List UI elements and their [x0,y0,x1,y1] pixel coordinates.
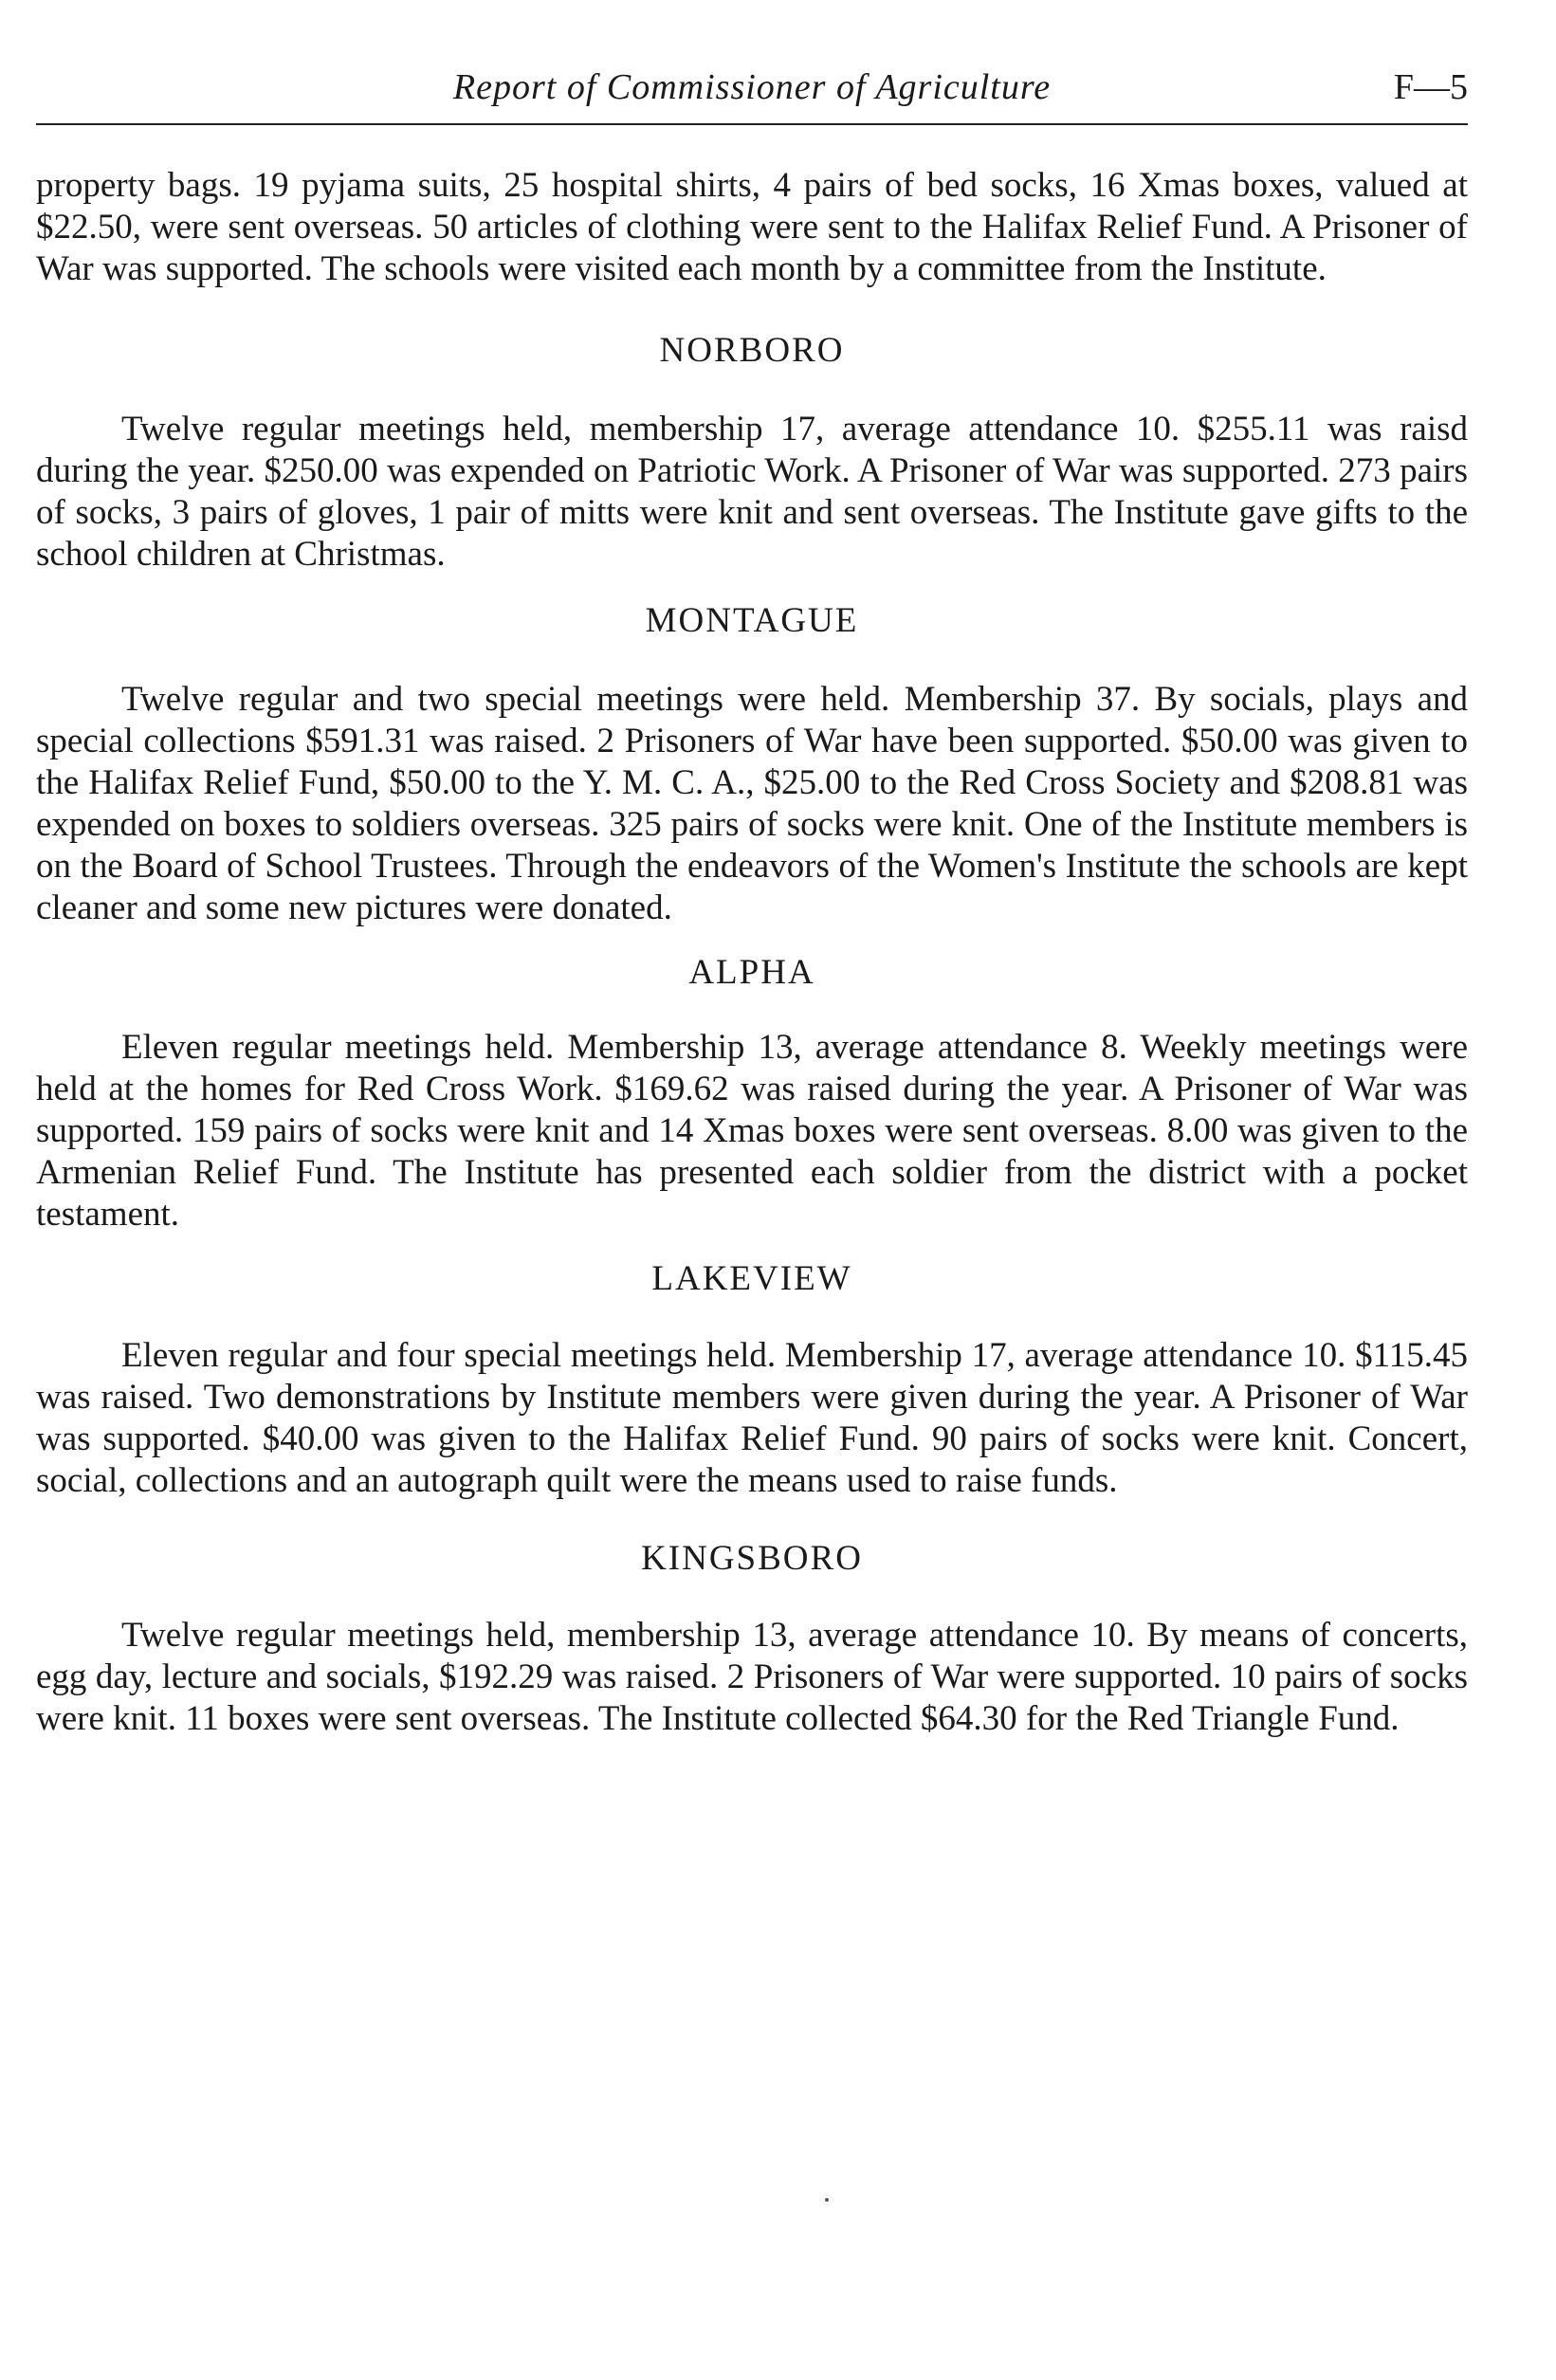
section-paragraph: Eleven regular meetings held. Membership 13, average attendance 8. Weekly meetings were held at the homes for Red Cross Work. $169.62 was raised during the year. A Prisoner of War was supported. 159 pairs of socks were knit and 14 Xmas boxes were sent overseas. 8.00 was given to the Armenian Relief Fund. The Institute has presented each soldier from the district with a pocket testament. [36,1028,1468,1234]
section-heading: ALPHA [688,953,815,992]
section-paragraph: Eleven regular and four special meetings held. Membership 17, average attendance 10. $115.45 was raised. Two demonstrations by Institute members were given during the year. A Prisoner of War was supported. $40.00 was given to the Halifax Relief Fund. 90 pairs of socks were knit. Concert, social, collections and an autograph quilt were the means used to raise funds. [36,1336,1468,1500]
print-speck [825,2198,829,2202]
section-montague [36,600,1468,929]
running-header [36,57,1468,125]
section-paragraph: Twelve regular and two special meetings were held. Membership 37. By socials, plays and special collections $591.31 was raised. 2 Prisoners of War have been supported. $50.00 was given to the Halifax Relief Fund, $50.00 to the Y. M. C. A., $25.00 to the Red Cross Society and $208.81 was expended on boxes to soldiers overseas. 325 pairs of socks were knit. One of the Institute members is on the Board of School Trustees. Through the endeavors of the Women's Institute the schools are kept cleaner and some new pictures were donated. [36,680,1468,927]
section-heading: KINGSBORO [641,1539,863,1578]
section-heading: LAKEVIEW [651,1259,852,1298]
section-kingsboro [36,1538,1468,1740]
section-heading: MONTAGUE [645,601,859,640]
section-alpha [36,952,1468,1236]
section-norboro [36,330,1468,576]
section-heading: NORBORO [659,331,845,370]
intro-paragraph: property bags. 19 pyjama suits, 25 hospital shirts, 4 pairs of bed socks, 16 Xmas boxes, valued at $22.50, were sent overseas. 50 articles of clothing were sent to the Halifax Relief Fund. A Prisoner of War was supported. The schools were visited each month by a committee from the Institute. [36,166,1468,288]
section-paragraph: Twelve regular meetings held, membership 13, average attendance 10. By means of concerts, egg day, lecture and socials, $192.29 was raised. 2 Prisoners of War were supported. 10 pairs of socks were knit. 11 boxes were sent overseas. The Institute collected $64.30 for the Red Triangle Fund. [36,1616,1468,1738]
document-page [36,57,1468,1740]
page-number: F—5 [1393,67,1468,107]
running-title: Report of Commissioner of Agriculture [452,67,1052,107]
section-lakeview [36,1258,1468,1502]
section-paragraph: Twelve regular meetings held, membership 17, average attendance 10. $255.11 was raisd during the year. $250.00 was expended on Patriotic Work. A Prisoner of War was supported. 273 pairs of socks, 3 pairs of gloves, 1 pair of mitts were knit and sent overseas. The Institute gave gifts to the school children at Christmas. [36,410,1468,574]
